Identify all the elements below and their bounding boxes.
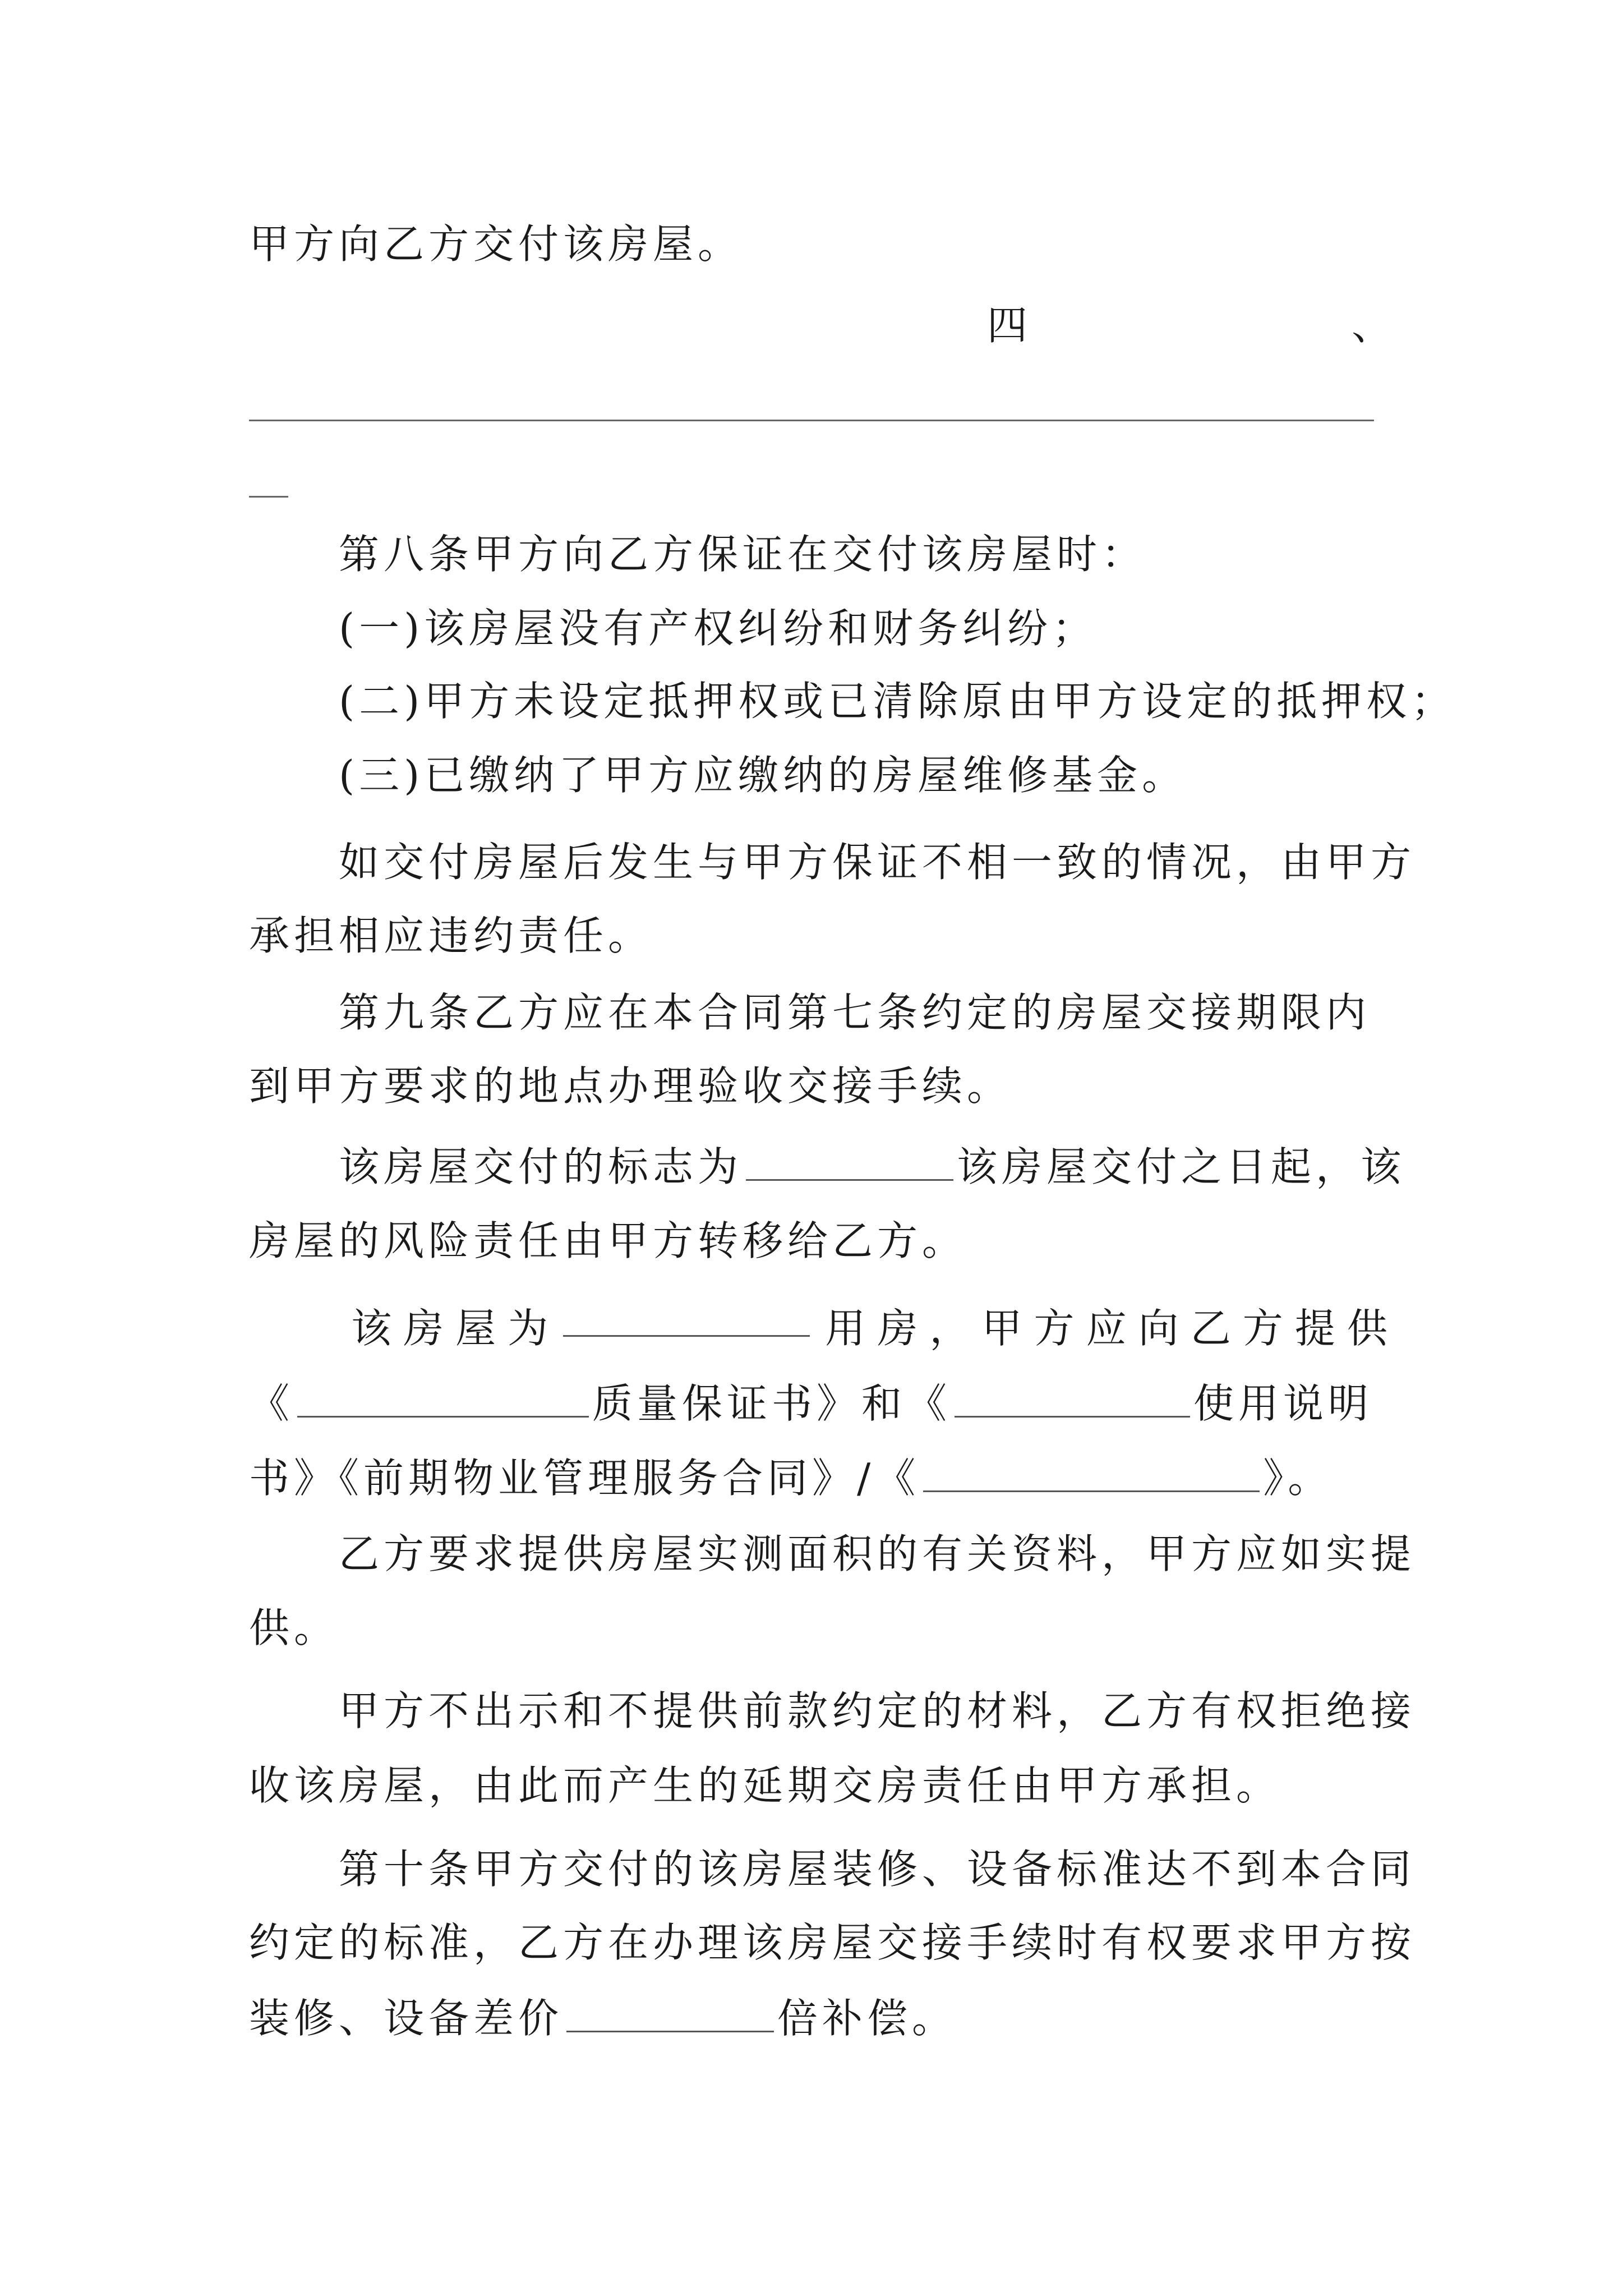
section-four-comma: 、 xyxy=(1352,302,1397,349)
delivery-mark-blank xyxy=(746,1144,953,1181)
article-8-title: 第八条甲方向乙方保证在交付该房屋时： xyxy=(339,531,1147,578)
house-use-blank xyxy=(563,1300,810,1337)
article-9-line-2: 到甲方要求的地点办理验收交接手续。 xyxy=(249,1062,1012,1110)
documents-text-l3b: 》。 xyxy=(1263,1455,1333,1502)
house-use-char: 为 xyxy=(508,1305,548,1352)
delivery-mark-text-a: 该房屋交付的标志为 xyxy=(339,1143,743,1190)
section-four-numeral: 四 xyxy=(987,302,1032,349)
house-use-char: 方 xyxy=(1034,1305,1075,1352)
house-use-line xyxy=(351,1300,1387,1356)
documents-text-c: 使用说明 xyxy=(1193,1380,1373,1427)
article-9-line-1: 第九条乙方应在本合同第七条约定的房屋交接期限内 xyxy=(339,989,1371,1036)
blank-rule-long xyxy=(249,420,1374,421)
compensation-multiple-blank xyxy=(566,1996,774,2032)
article-8-para-line-2: 承担相应违约责任。 xyxy=(249,912,653,959)
house-use-char: 向 xyxy=(1138,1305,1179,1352)
house-use-char: 该 xyxy=(351,1305,392,1352)
house-use-char: 供 xyxy=(1347,1305,1387,1352)
delivery-mark-line xyxy=(339,1139,1406,1195)
house-use-char: 应 xyxy=(1086,1305,1127,1352)
area-info-line-1: 乙方要求提供房屋实测面积的有关资料，甲方应如实提 xyxy=(339,1530,1416,1577)
article-10-line-3 xyxy=(249,1990,1387,2046)
house-use-char: 屋 xyxy=(455,1305,496,1352)
documents-open-quote: 《 xyxy=(249,1380,294,1427)
house-use-char: 房 xyxy=(877,1305,918,1352)
documents-line-1 xyxy=(249,1375,1387,1432)
house-use-char: 甲 xyxy=(981,1305,1022,1352)
refuse-line-2: 收该房屋，由此而产生的延期交房责任由甲方承担。 xyxy=(249,1762,1281,1809)
house-use-char: ， xyxy=(929,1305,970,1352)
blank-rule-short xyxy=(249,496,288,498)
other-document-blank xyxy=(923,1456,1260,1492)
intro-line: 甲方向乙方交付该房屋。 xyxy=(249,220,743,268)
article-8-item-2: (二)甲方未设定抵押权或已清除原由甲方设定的抵押权； xyxy=(339,678,1456,725)
documents-text-b: 质量保证书》和《 xyxy=(592,1380,952,1427)
risk-transfer-line: 房屋的风险责任由甲方转移给乙方。 xyxy=(249,1217,967,1264)
documents-line-2 xyxy=(249,1450,1387,1506)
section-four-heading xyxy=(987,297,1397,353)
documents-text-l3a: 书》《前期物业管理服务合同》/《 xyxy=(249,1455,920,1502)
refuse-line-1: 甲方不出示和不提供前款约定的材料，乙方有权拒绝接 xyxy=(339,1687,1416,1734)
house-use-char: 提 xyxy=(1294,1305,1335,1352)
house-use-char: 方 xyxy=(1242,1305,1283,1352)
article-8-item-3: (三)已缴纳了甲方应缴纳的房屋维修基金。 xyxy=(339,752,1187,799)
article-10-text-b: 倍补偿。 xyxy=(777,1995,957,2042)
manual-blank xyxy=(955,1381,1190,1418)
article-10-line-1: 第十条甲方交付的该房屋装修、设备标准达不到本合同 xyxy=(339,1846,1416,1893)
article-10-text-a: 装修、设备差价 xyxy=(249,1995,564,2042)
house-use-char: 乙 xyxy=(1190,1305,1231,1352)
area-info-line-2: 供。 xyxy=(249,1604,339,1651)
delivery-mark-text-b: 该房屋交付之日起，该 xyxy=(957,1143,1406,1190)
article-8-item-1: (一)该房屋没有产权纠纷和财务纠纷； xyxy=(339,605,1098,652)
article-8-para-line-1: 如交付房屋后发生与甲方保证不相一致的情况，由甲方 xyxy=(339,839,1416,886)
house-use-char: 用 xyxy=(825,1305,866,1352)
quality-cert-blank xyxy=(297,1381,589,1418)
article-10-line-2: 约定的标准，乙方在办理该房屋交接手续时有权要求甲方按 xyxy=(249,1919,1416,1966)
house-use-char: 房 xyxy=(403,1305,444,1352)
